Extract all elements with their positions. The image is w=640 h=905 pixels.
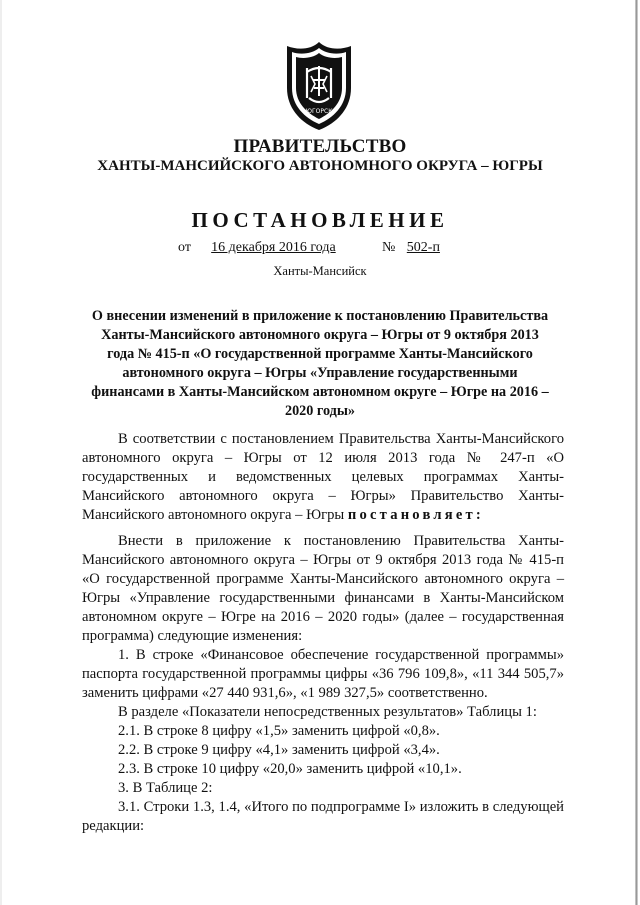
intro-paragraph: Внести в приложение к постановлению Правительства Ханты-Мансийского автономного округа – Югры от 9 октября 2013 года № 415-п «О государственной программе Ханты-Мансийского автономного округа – Югры «Управление государственными финансами в Ханты-Мансийском автономном округе – Югре на 2016 – 2020 годы» (далее – государственная программа) следующие изменения:: [82, 533, 564, 644]
preamble: [82, 430, 564, 525]
date-prefix: от: [178, 240, 191, 255]
item-1: 1. В строке «Финансовое обеспечение государственной программы» паспорта государственной программы цифры «36 796 109,8», «11 344 505,7» заменить цифрами «27 440 931,6», «1 989 327,5» соответственно.: [82, 647, 564, 701]
item-2-1: 2.1. В строке 8 цифру «1,5» заменить цифрой «0,8».: [118, 723, 440, 739]
preamble-text: В соответствии с постановлением Правительства Ханты-Мансийского автономного округа – Югры от 12 июля 2013 года № 247-п «О государственных и ведомственных целевых программах Ханты-Мансийского автономного округа – Югры» Правительство Ханты-Мансийского автономного округа – Югры: [82, 431, 564, 523]
item-2: В разделе «Показатели непосредственных результатов» Таблицы 1:: [118, 704, 537, 720]
government-region: ХАНТЫ-МАНСИЙСКОГО АВТОНОМНОГО ОКРУГА – ЮГРЫ: [97, 158, 543, 174]
emblem-caption: ЮГОРСК: [305, 108, 333, 115]
item-2-3: 2.3. В строке 10 цифру «20,0» заменить цифрой «10,1».: [118, 761, 462, 777]
document-subject: О внесении изменений в приложение к постановлению Правительства Ханты-Мансийского автономного округа – Югры от 9 октября 2013 года № 415-п «О государственной программе Ханты-Мансийского автономного округа – Югры «Управление государственными финансами в Ханты-Мансийском автономном округе – Югре на 2016 – 2020 годы»: [91, 308, 549, 419]
city: Ханты-Мансийск: [273, 264, 367, 278]
item-2-2: 2.2. В строке 9 цифру «4,1» заменить цифрой «3,4».: [118, 742, 440, 758]
coat-of-arms-emblem: [283, 40, 355, 132]
document-number: 502-п: [406, 240, 440, 255]
document-type: ПОСТАНОВЛЕНИЕ: [191, 208, 449, 232]
government-title: ПРАВИТЕЛЬСТВО: [233, 136, 407, 157]
date-line: [178, 240, 467, 256]
item-3-1: 3.1. Строки 1.3, 1.4, «Итого по подпрограмме I» изложить в следующей редакции:: [82, 799, 564, 834]
resolves-word: постановляет:: [347, 507, 484, 523]
number-label: №: [381, 240, 396, 255]
item-3: 3. В Таблице 2:: [118, 780, 213, 796]
resolution-body: [82, 532, 564, 836]
document-date: 16 декабря 2016 года: [211, 240, 336, 255]
